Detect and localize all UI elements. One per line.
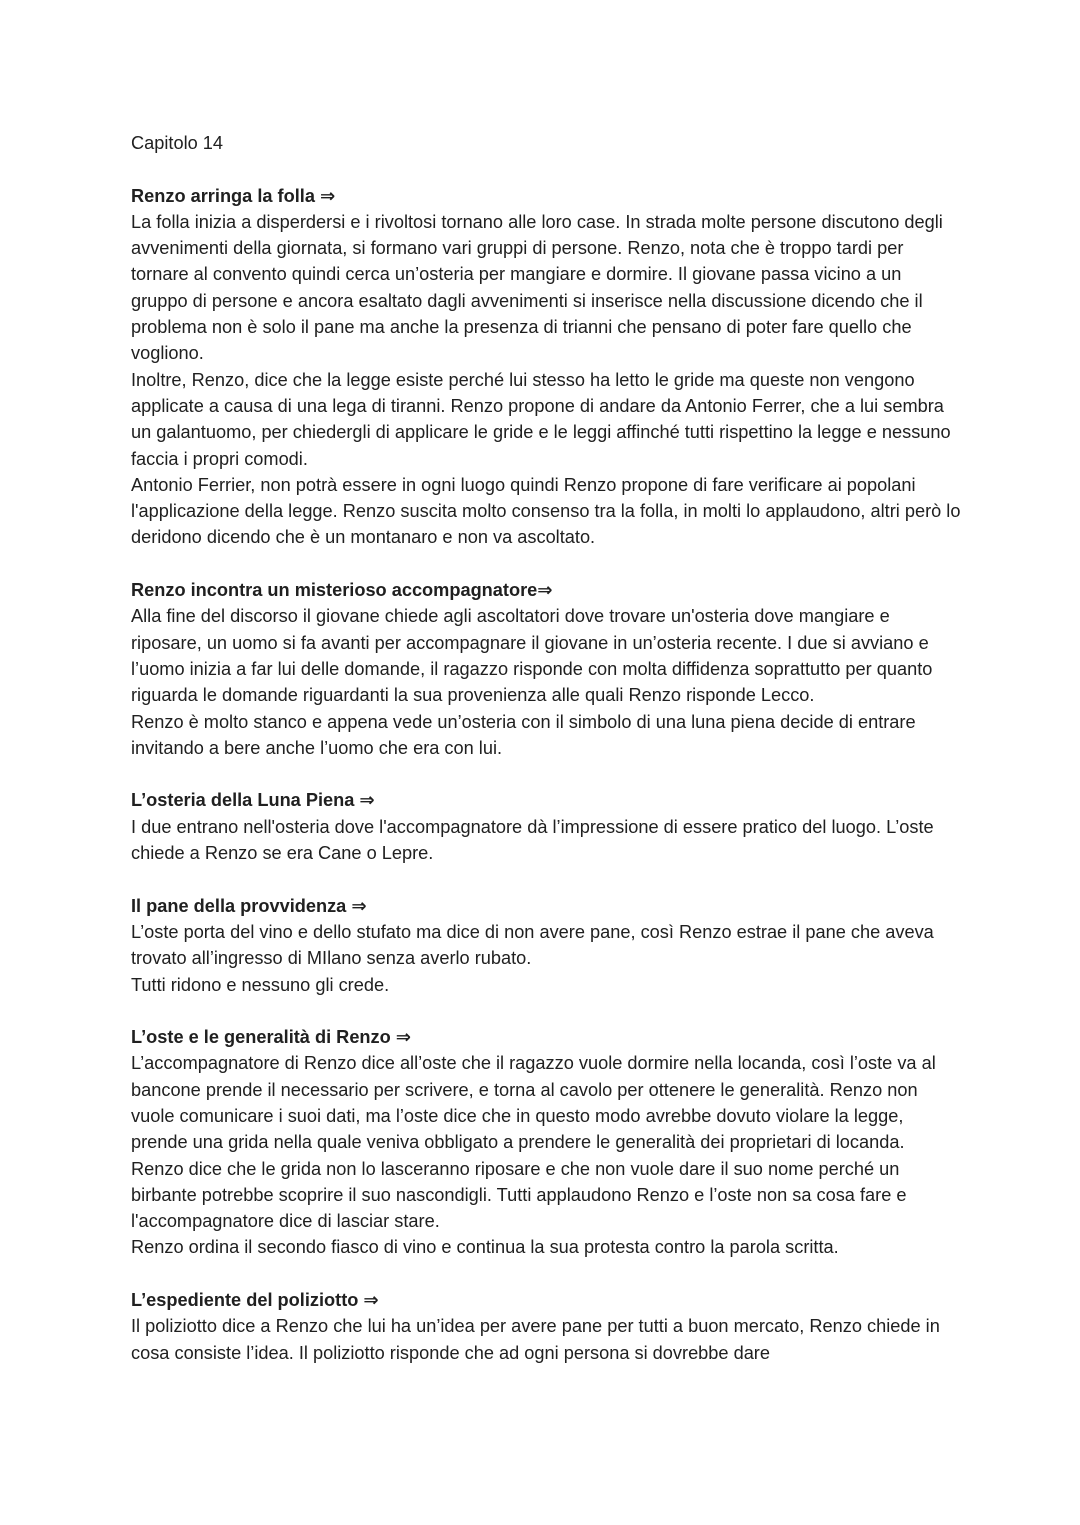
- paragraph: Renzo ordina il secondo fiasco di vino e continua la sua protesta contro la parola scritta.: [131, 1237, 839, 1258]
- section-misterioso-accompagnatore: [131, 577, 961, 761]
- section-heading: Renzo arringa la folla ⇒: [131, 185, 336, 206]
- section-oste-generalita: [131, 1024, 961, 1261]
- section-espediente-poliziotto: [131, 1287, 961, 1366]
- paragraph: Antonio Ferrier, non potrà essere in ogni luogo quindi Renzo propone di fare verificare ai popolani l'applicazione della legge. Renzo suscita molto consenso tra la folla, in molti lo applaudono, altri però lo deridono dicendo che è un montanaro e non va ascoltato.: [131, 474, 961, 548]
- section-heading: L’oste e le generalità di Renzo ⇒: [131, 1027, 412, 1048]
- section-heading: Il pane della provvidenza ⇒: [131, 895, 367, 916]
- section-heading: L’espediente del poliziotto ⇒: [131, 1290, 379, 1311]
- paragraph: L’accompagnatore di Renzo dice all’oste che il ragazzo vuole dormire nella locanda, così l’oste va al bancone prende il necessario per scrivere, e torna al cavolo per ottenere le generalità. Renzo non vuole comunicare i suoi dati, ma l’oste dice che in questo modo avrebbe dovuto violare la legge, prende una grida nella quale veniva obbligato a prendere le generalità dei proprietari di locanda. Renzo dice che le grida non lo lasceranno riposare e che non vuole dare il suo nome perché un birbante potrebbe scoprire il suo nascondigli. Tutti applaudono Renzo e l’oste non sa cosa fare e l'accompagnatore dice di lasciar stare.: [131, 1053, 936, 1232]
- section-renzo-arringa: [131, 183, 961, 551]
- section-heading: Renzo incontra un misterioso accompagnatore⇒: [131, 580, 553, 601]
- paragraph: Tutti ridono e nessuno gli crede.: [131, 974, 390, 995]
- paragraph: L’oste porta del vino e dello stufato ma dice di non avere pane, così Renzo estrae il pane che aveva trovato all’ingresso di MIlano senza averlo rubato.: [131, 921, 934, 969]
- paragraph: Renzo è molto stanco e appena vede un’osteria con il simbolo di una luna piena decide di entrare invitando a bere anche l’uomo che era con lui.: [131, 711, 916, 758]
- paragraph: Alla fine del discorso il giovane chiede agli ascoltatori dove trovare un'osteria dove mangiare e riposare, un uomo si fa avanti per accompagnare il giovane in un’osteria recente. I due si avviano e l’uomo inizia a far lui delle domande, il ragazzo risponde con molta diffidenza soprattutto per quanto riguarda le domande riguardanti la sua provenienza alle quali Renzo risponde Lecco.: [131, 606, 933, 706]
- section-pane-provvidenza: [131, 893, 961, 998]
- document-page: [131, 130, 961, 1392]
- section-heading: L’osteria della Luna Piena ⇒: [131, 790, 375, 811]
- paragraph: I due entrano nell'osteria dove l'accompagnatore dà l’impressione di essere pratico del luogo. L’oste chiede a Renzo se era Cane o Lepre.: [131, 816, 934, 864]
- section-osteria-luna-piena: [131, 787, 961, 866]
- paragraph: La folla inizia a disperdersi e i rivoltosi tornano alle loro case. In strada molte persone discutono degli avvenimenti della giornata, si formano vari gruppi di persone. Renzo, nota che è troppo tardi per tornare al convento quindi cerca un’osteria per mangiare e dormire. Il giovane passa vicino a un gruppo di persone e ancora esaltato dagli avvenimenti si inserisce nella discussione dicendo che il problema non è solo il pane ma anche la presenza di trianni che pensano di poter fare quello che vogliono.: [131, 211, 943, 364]
- chapter-title: Capitolo 14: [131, 133, 224, 153]
- paragraph: Il poliziotto dice a Renzo che lui ha un’idea per avere pane per tutti a buon mercato, Renzo chiede in cosa consiste l’idea. Il poliziotto risponde che ad ogni persona si dovrebbe dare: [131, 1316, 940, 1363]
- paragraph: Inoltre, Renzo, dice che la legge esiste perché lui stesso ha letto le gride ma queste non vengono applicate a causa di una lega di tiranni. Renzo propone di andare da Antonio Ferrer, che a lui sembra un galantuomo, per chiedergli di applicare le gride e le leggi affinché tutti rispettino la legge e nessuno faccia i propri comodi.: [131, 369, 951, 469]
